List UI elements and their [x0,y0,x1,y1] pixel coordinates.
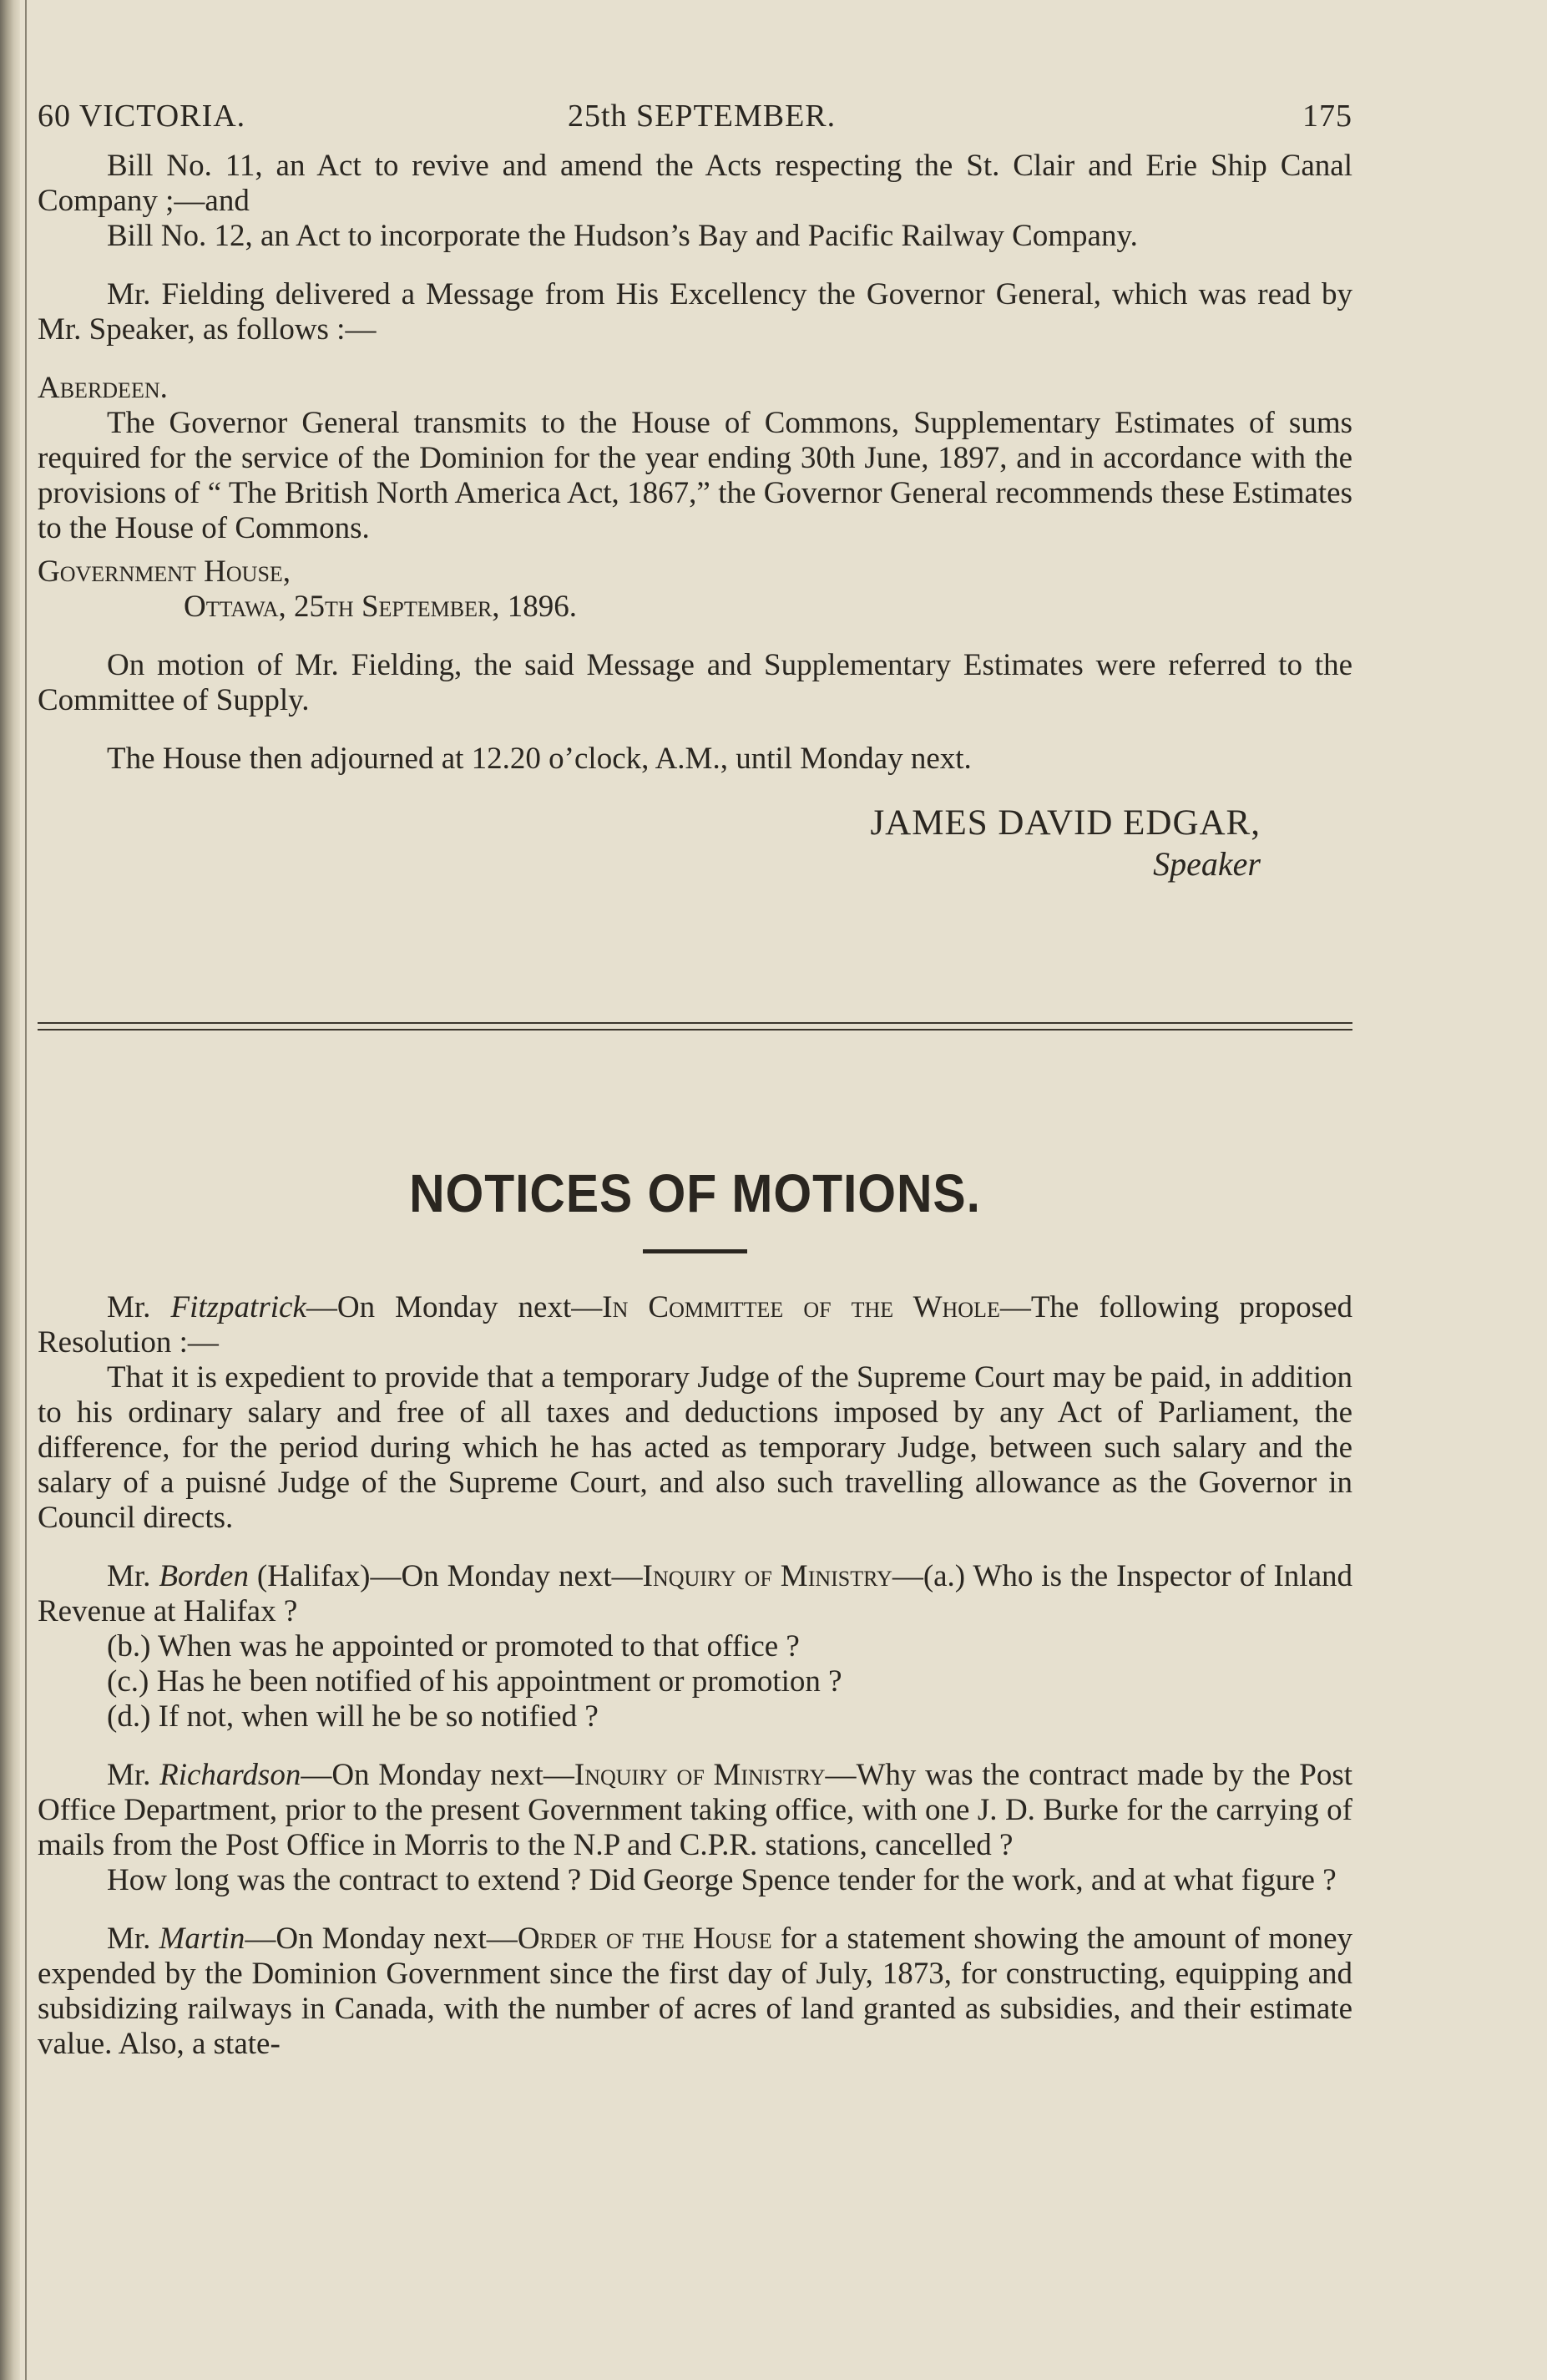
notice-martin [38,1922,1352,2062]
speaker-signature [38,800,1352,882]
notice-heading: Inquiry of Ministry [642,1559,892,1593]
notices-title: NOTICES OF MOTIONS. [409,1163,981,1223]
speaker-name: JAMES DAVID EDGAR, [870,803,1261,843]
running-header [38,99,1352,149]
notice-heading: In Committee of the Whole [602,1290,1000,1324]
message-place: Government House, [38,554,291,589]
fitzpatrick-resolution: That it is expedient to provide that a temporary Judge of the Supreme Court may be paid, in addition to his ordinary salary and free of all taxes and deductions imposed by any Act of Parliament, the difference, for the period during which he has acted as temporary Judge, between such salary and the salary of a puisné Judge of the Supreme Court, and also such travelling allowance as the Governor in Council directs. [38,1360,1352,1535]
member-name: Borden [159,1559,249,1593]
notice-rest: for a statement showing the amount of money expended by the Dominion Government since the first day of July, 1873, for constructing, equipping and subsidizing railways in Canada, with the number of acres of land granted as subsidies, and their estimate value. Also, a state- [38,1922,1353,2061]
borden-question-b: (b.) When was he appointed or promoted to that office ? [107,1629,800,1663]
notice-prefix: Mr. [107,1758,160,1792]
notices-list [38,1290,1352,2062]
notice-lead: —On Monday next— [245,1922,518,1956]
header-date: 25th SEPTEMBER. [568,99,837,134]
notice-fitzpatrick [38,1290,1352,1360]
notice-rest: —(a.) Who is the Inspector of Inland Revenue at Halifax ? [38,1559,1352,1628]
rule-bottom [38,1029,1352,1030]
notice-lead: —On Monday next— [306,1290,603,1324]
page-number: 175 [1302,99,1352,134]
binding-line [25,0,27,2380]
message-date-text: Ottawa, 25th September, 1896. [184,590,578,624]
notice-prefix: Mr. [107,1290,171,1324]
message-date [38,590,1352,625]
motion-referral: On motion of Mr. Fielding, the said Message and Supplementary Estimates were referred to the Committee of Supply. [38,648,1352,717]
notice-heading: Inquiry of Ministry [574,1758,826,1792]
bill-12: Bill No. 12, an Act to incorporate the Hudson’s Bay and Pacific Railway Company. [107,219,1138,253]
message-signer: Aberdeen. [38,371,168,405]
borden-question-c: (c.) Has he been notified of his appointment or promotion ? [107,1664,842,1699]
notice-lead: —On Monday next— [301,1758,574,1792]
notice-borden [38,1559,1352,1629]
adjournment: The House then adjourned at 12.20 o’clock, A.M., until Monday next. [107,742,972,776]
section-double-rule [38,1022,1352,1039]
member-name: Martin [159,1922,245,1956]
message-body: The Governor General transmits to the House of Commons, Supplementary Estimates of sums required for the service of the Dominion for the year ending 30th June, 1897, and in accordance with the provisions of “ The British North America Act, 1867,” the Governor General recommends these Estimates to the House of Commons. [38,406,1352,545]
header-session: 60 VICTORIA. [38,99,246,134]
message-intro: Mr. Fielding delivered a Message from His Excellency the Governor General, which was read by Mr. Speaker, as follows :— [38,277,1352,347]
journal-page [38,99,1352,2062]
borden-question-d: (d.) If not, when will he be so notified ? [107,1699,599,1734]
notice-prefix: Mr. [107,1922,159,1956]
notice-prefix: Mr. [107,1559,159,1593]
notice-rest: —Why was the contract made by the Post Office Department, prior to the present Government taking office, with one J. D. Burke for the carrying of mails from the Post Office in Morris to the N.P and C.P.R. stations, cancelled ? [38,1758,1353,1862]
notice-heading: Order of the House [517,1922,772,1956]
notice-rest: —The following proposed Resolution :— [38,1290,1352,1360]
rule-top [38,1022,1352,1024]
richardson-followup: How long was the contract to extend ? Did George Spence tender for the work, and at what figure ? [107,1863,1337,1897]
title-underline [643,1249,747,1253]
member-name: Fitzpatrick [170,1290,306,1324]
notice-richardson [38,1758,1352,1863]
member-name: Richardson [159,1758,301,1792]
notice-riding: (Halifax)—On Monday next— [248,1559,643,1593]
book-binding-edge [0,0,20,2380]
bill-11: Bill No. 11, an Act to revive and amend the Acts respecting the St. Clair and Erie Ship Canal Company ;—and [38,149,1352,218]
speaker-title: Speaker [1153,845,1261,883]
